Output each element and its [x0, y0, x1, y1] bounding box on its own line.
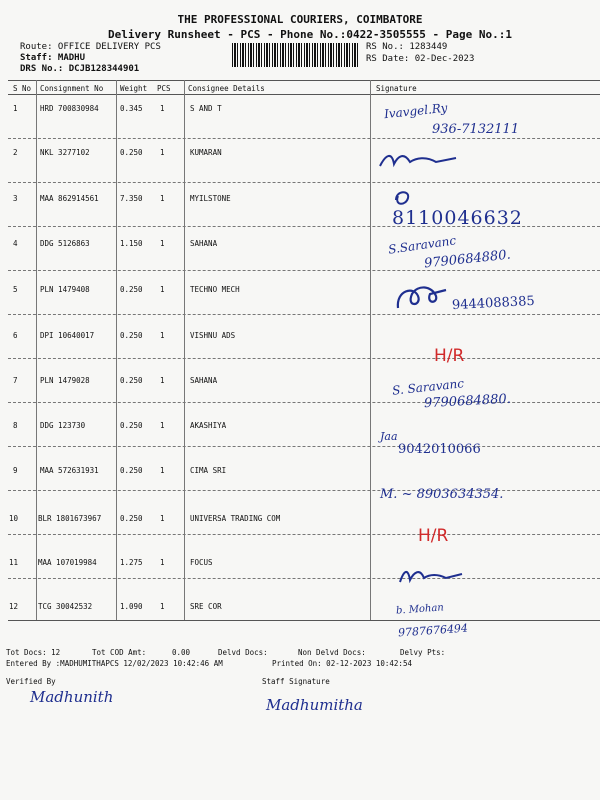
col-header-consignment: Consignment No [40, 84, 104, 93]
handwritten-name: Jaa [380, 430, 398, 443]
cell-sno: 8 [13, 421, 18, 430]
staff-signature: Madhumitha [266, 696, 363, 714]
verified-signature: Madhunith [30, 688, 114, 706]
cell-sno: 1 [13, 104, 18, 113]
row-divider [8, 138, 600, 139]
handwritten-phone: 9042010066 [398, 442, 481, 457]
hr-mark: H/R [434, 346, 465, 366]
cell-consignment: MAA 107019984 [38, 558, 97, 567]
col-divider [370, 80, 371, 620]
verified-by-label: Verified By [6, 677, 56, 686]
cell-sno: 10 [9, 514, 19, 523]
handwritten-phone: 8110046632 [392, 207, 523, 229]
route: Route: OFFICE DELIVERY PCS [20, 42, 161, 52]
cell-pcs: 1 [160, 558, 165, 567]
handwritten-name: S.Saravanc [387, 233, 457, 257]
cell-sno: 5 [13, 285, 18, 294]
signature-scribble [376, 144, 466, 174]
printed-on: Printed On: 02-12-2023 10:42:54 [272, 659, 412, 668]
row-divider [8, 270, 600, 271]
cell-pcs: 1 [160, 148, 165, 157]
col-header-consignee: Consignee Details [188, 84, 265, 93]
entered-by: Entered By :MADHUMITHAPCS 12/02/2023 10:42:46 AM [6, 659, 223, 668]
cell-sno: 9 [13, 466, 18, 475]
table-bottom-rule [8, 620, 600, 621]
runsheet-title: Delivery Runsheet - PCS - Phone No.:0422-3505555 - Page No.:1 [108, 28, 512, 41]
cell-consignment: PLN 1479408 [40, 285, 90, 294]
delivered-docs: Delvd Docs: [218, 648, 268, 657]
cell-pcs: 1 [160, 104, 165, 113]
hr-mark: H/R [418, 526, 449, 546]
cell-weight: 1.150 [120, 239, 143, 248]
row-divider [8, 358, 600, 359]
cell-weight: 1.275 [120, 558, 143, 567]
handwritten-phone: 9790684880. [423, 247, 512, 272]
cell-sno: 3 [13, 194, 18, 203]
cell-pcs: 1 [160, 285, 165, 294]
row-divider [8, 402, 600, 403]
cell-sno: 7 [13, 376, 18, 385]
handwritten-name: b. Mohan [395, 602, 445, 617]
cell-consignment: BLR 1801673967 [38, 514, 102, 523]
cell-weight: 0.250 [120, 376, 143, 385]
total-cod-value: 0.00 [172, 648, 191, 657]
col-header-weight: Weight [120, 84, 148, 93]
cell-sno: 11 [9, 558, 19, 567]
handwritten-name: Ivavgel.Ry [383, 100, 449, 122]
cell-sno: 12 [9, 602, 19, 611]
cell-consignee: SAHANA [190, 376, 218, 385]
handwritten-phone: M. ~ 8903634354. [380, 487, 504, 502]
cell-consignment: HRD 700830984 [40, 104, 99, 113]
cell-consignment: DDG 5126863 [40, 239, 90, 248]
col-header-sno: S No [13, 84, 32, 93]
non-delivered-docs: Non Delvd Docs: [298, 648, 366, 657]
cell-weight: 1.090 [120, 602, 143, 611]
cell-weight: 0.250 [120, 514, 143, 523]
cell-consignment: MAA 572631931 [40, 466, 99, 475]
cell-consignee: MYILSTONE [190, 194, 231, 203]
cell-sno: 6 [13, 331, 18, 340]
staff-signature-label: Staff Signature [262, 677, 330, 686]
handwritten-phone: 9444088385 [451, 293, 536, 314]
cell-consignee: KUMARAN [190, 148, 222, 157]
col-header-signature: Signature [376, 84, 417, 93]
cell-consignee: FOCUS [190, 558, 213, 567]
cell-weight: 0.250 [120, 148, 143, 157]
handwritten-phone: 9787676494 [397, 621, 469, 640]
cell-weight: 7.350 [120, 194, 143, 203]
signature-scribble [396, 562, 466, 586]
total-cod-label: Tot COD Amt: [92, 648, 147, 657]
cell-consignee: SRE COR [190, 602, 222, 611]
col-header-pcs: PCS [157, 84, 171, 93]
row-divider [8, 534, 600, 535]
cell-pcs: 1 [160, 466, 165, 475]
cell-weight: 0.250 [120, 331, 143, 340]
handwritten-phone: 936-7132111 [432, 122, 520, 137]
cell-consignment: MAA 862914561 [40, 194, 99, 203]
row-divider [8, 578, 600, 579]
row-divider [8, 490, 600, 491]
handwritten-name: S. Saravanc [391, 376, 465, 398]
table-top-rule [8, 80, 600, 81]
cell-weight: 0.250 [120, 421, 143, 430]
cell-weight: 0.250 [120, 285, 143, 294]
cell-consignee: TECHNO MECH [190, 285, 240, 294]
rs-number: RS No.: 1283449 [366, 42, 448, 52]
row-divider [8, 446, 600, 447]
cell-consignee: S AND T [190, 104, 222, 113]
cell-pcs: 1 [160, 514, 165, 523]
col-divider [184, 80, 185, 620]
cell-weight: 0.250 [120, 466, 143, 475]
drs-number: DRS No.: DCJB128344901 [20, 64, 140, 74]
cell-consignment: DDG 123730 [40, 421, 86, 430]
barcode [232, 43, 360, 67]
header-bottom-rule [8, 94, 600, 95]
cell-pcs: 1 [160, 331, 165, 340]
cell-weight: 0.345 [120, 104, 143, 113]
cell-consignee: SAHANA [190, 239, 218, 248]
cell-consignment: DPI 10640017 [40, 331, 95, 340]
cell-consignee: CIMA SRI [190, 466, 227, 475]
cell-pcs: 1 [160, 421, 165, 430]
row-divider [8, 314, 600, 315]
rs-date: RS Date: 02-Dec-2023 [366, 54, 475, 64]
total-docs: Tot Docs: 12 [6, 648, 61, 657]
staff: Staff: MADHU [20, 53, 86, 63]
row-divider [8, 182, 600, 183]
cell-pcs: 1 [160, 194, 165, 203]
delivery-points: Delvy Pts: [400, 648, 446, 657]
col-divider [116, 80, 117, 620]
cell-sno: 4 [13, 239, 18, 248]
company-title: THE PROFESSIONAL COURIERS, COIMBATORE [177, 13, 423, 26]
cell-pcs: 1 [160, 602, 165, 611]
cell-consignment: TCG 30042532 [38, 602, 93, 611]
cell-consignment: PLN 1479028 [40, 376, 90, 385]
cell-sno: 2 [13, 148, 18, 157]
cell-consignment: NKL 3277102 [40, 148, 90, 157]
cell-pcs: 1 [160, 239, 165, 248]
cell-pcs: 1 [160, 376, 165, 385]
cell-consignee: VISHNU ADS [190, 331, 236, 340]
col-divider [36, 80, 37, 620]
handwritten-phone: 9790684880. [423, 391, 512, 412]
cell-consignee: AKASHIYA [190, 421, 227, 430]
cell-consignee: UNIVERSA TRADING COM [190, 514, 281, 523]
signature-scribble [392, 282, 452, 314]
